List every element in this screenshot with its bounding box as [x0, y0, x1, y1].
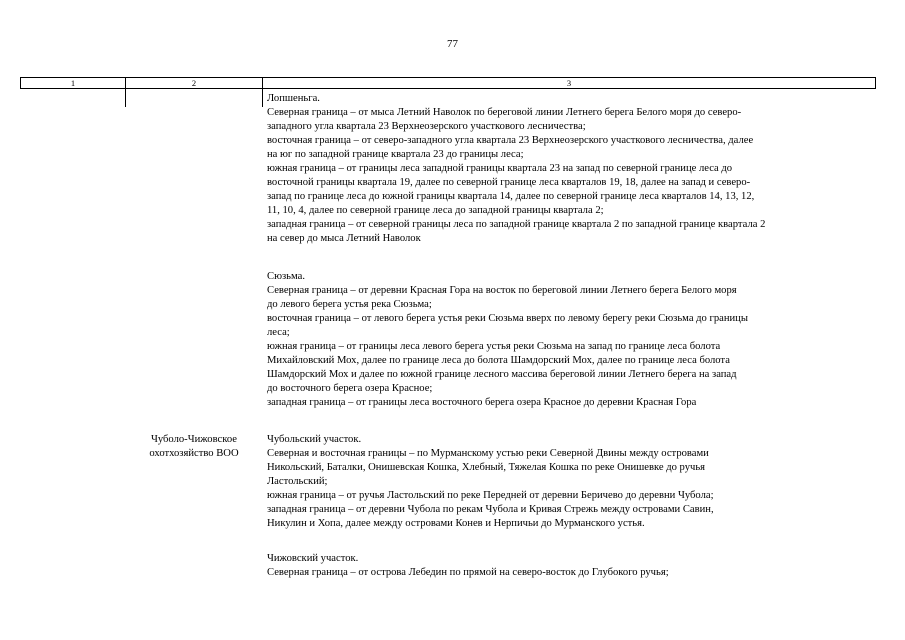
table-header-col-3: 3: [566, 78, 572, 88]
section-line: до левого берега устья река Сюзьма;: [267, 299, 432, 310]
section-line: Северная граница – от мыса Летний Наволок по береговой линии Летнего берега Белого моря до северо-: [267, 107, 742, 118]
section-line: Северная граница – от деревни Красная Гора на восток по береговой линии Летнего берега Белого моря: [267, 285, 737, 296]
page-number: 77: [447, 38, 458, 50]
section-line: восточной границы квартала 19, далее по северной границе леса кварталов 19, 18, далее на запад и северо-: [267, 177, 751, 188]
section-line: Ластольский;: [267, 476, 328, 487]
section-line: Никулин и Хопа, далее между островами Конев и Нерпичьи до Мурманского устья.: [267, 518, 645, 529]
section-line: Никольский, Баталки, Онишевская Кошка, Хлебный, Тяжелая Кошка по реке Онишевке до ручья: [267, 462, 706, 473]
section-line: на юг по западной границе квартала 23 до границы леса;: [267, 149, 524, 160]
column-divider-1: [125, 89, 126, 107]
section-chubolsky: [267, 433, 867, 531]
section-line: леса;: [267, 327, 290, 338]
section-syuzma: [267, 270, 867, 410]
section-line: Северная и восточная границы – по Мурманскому устью реки Северной Двины между островами: [267, 448, 709, 459]
section-line: южная граница – от границы леса западной границы квартала 23 на запад по северной границе леса до: [267, 163, 733, 174]
column-divider-2: [262, 89, 263, 107]
section-line: до восточного берега озера Красное;: [267, 383, 433, 394]
section-line: 11, 10, 4, далее по северной границе леса до западной границы квартала 2;: [267, 205, 604, 216]
section-line: западная граница – от границы леса восточного берега озера Красное до деревни Красная Гора: [267, 397, 697, 408]
section-line: Михайловский Мох, далее по границе леса до болота Шамдорский Мох, далее по границе леса болота: [267, 355, 730, 366]
table-header-row: [20, 77, 876, 89]
section-line: южная граница – от ручья Ластольский по реке Передней от деревни Беричево до деревни Чубола;: [267, 490, 714, 501]
section-title: Чубольский участок.: [267, 434, 362, 445]
section-line: на север до мыса Летний Наволок: [267, 233, 421, 244]
section-lopshenga: [267, 92, 867, 246]
section-line: западная граница – от северной границы леса по западной границе квартала 2 по западной границе квартала 2: [267, 219, 766, 230]
table-header-col-2: 2: [126, 78, 263, 88]
section-line: западная граница – от деревни Чубола по рекам Чубола и Кривая Стрежь между островами Савин,: [267, 504, 714, 515]
section-title: Чижовский участок.: [267, 553, 359, 564]
section-title: Сюзьма.: [267, 271, 305, 282]
col2-line: Чуболо-Чижовское: [151, 434, 237, 445]
col2-entry-chuboloe: [125, 433, 263, 461]
section-line: Шамдорский Мох и далее по южной границе лесного массива береговой линии Летнего берега на запад: [267, 369, 737, 380]
table-header-col-1: 1: [21, 78, 126, 88]
section-line: восточная граница – от левого берега устья реки Сюзьма вверх по левому берегу реки Сюзьма до границы: [267, 313, 748, 324]
section-title: Лопшеньга.: [267, 93, 320, 104]
section-line: восточная граница – от северо-западного угла квартала 23 Верхнеозерского участкового лесничества, далее: [267, 135, 754, 146]
section-line: южная граница – от границы леса левого берега устья реки Сюзьма на запад по границе леса болота: [267, 341, 721, 352]
section-line: запад по границе леса до южной границы квартала 14, далее по северной границе леса кварталов 14, 13, 12,: [267, 191, 755, 202]
section-line: Северная граница – от острова Лебедин по прямой на северо-восток до Глубокого ручья;: [267, 567, 669, 578]
section-line: западного угла квартала 23 Верхнеозерского участкового лесничества;: [267, 121, 586, 132]
col2-line: охотхозяйство ВОО: [149, 448, 239, 459]
section-chizhovsky: [267, 552, 867, 580]
